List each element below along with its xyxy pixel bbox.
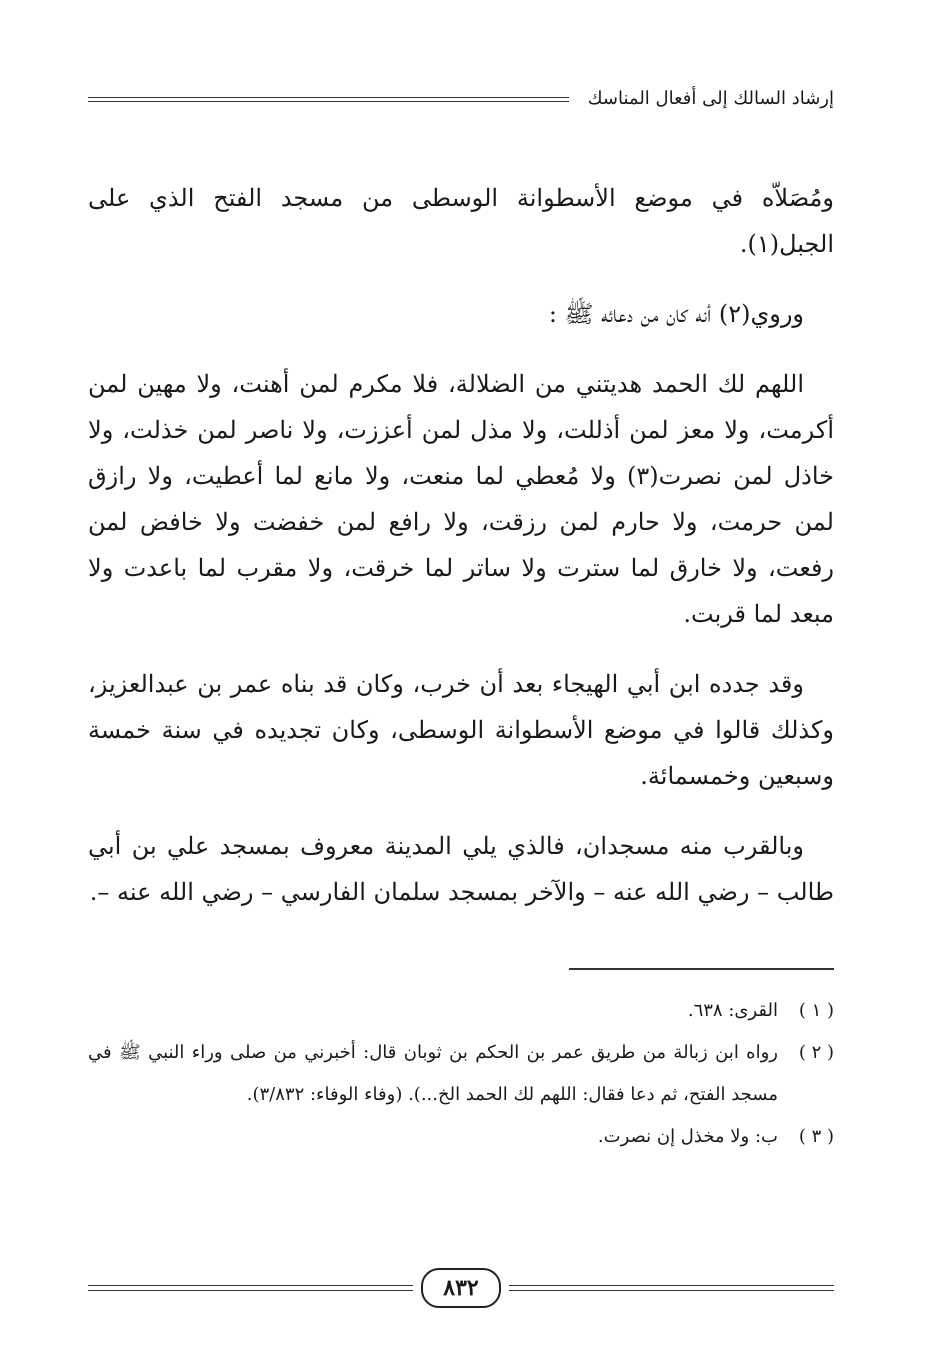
footnote-text: رواه ابن زبالة من طريق عمر بن الحكم بن ثوبان قال: أخبرني من صلى وراء النبي ﷺ في مسجد الفتح، ثم دعا فقال: اللهم لك الحمد الخ...). (وفاء الوفاء: ٣/٨٣٢). (88, 1042, 778, 1105)
footnote (88, 990, 834, 1032)
paragraph: وروي(٢) أنه كان من دعائه ﷺ : (548, 300, 804, 328)
footnote-separator (569, 968, 834, 970)
paragraph: اللهم لك الحمد هديتني من الضلالة، فلا مكرم لمن أهنت، ولا مهين لمن أكرمت، ولا معز لمن أذللت، ولا مذل لمن أعززت، ولا ناصر لمن خذلت، ولا خاذل لمن نصرت(٣) ولا مُعطي لما منعت، ولا مانع لما أعطيت، ولا رازق لمن حرمت، ولا حارم لمن رزقت، ولا رافع لمن خفضت ولا خافض لمن رفعت، ولا خارق لما سترت ولا ساتر لما خرقت، ولا مقرب لما باعدت ولا مبعد لما قربت. (88, 370, 835, 628)
running-header (88, 84, 834, 114)
footer-rule-left (88, 1285, 413, 1286)
footnote-number: ( ١ ) (798, 1000, 834, 1021)
paragraph: وقد جدده ابن أبي الهيجاء بعد أن خرب، وكان قد بناه عمر بن عبدالعزيز، وكذلك قالوا في موضع الأسطوانة الوسطى، وكان تجديده في سنة خمسة وسبعين وخمسمائة. (88, 670, 834, 790)
footnotes (88, 990, 834, 1158)
footnote (88, 1116, 834, 1158)
page-number: ٨٣٢ (421, 1268, 501, 1308)
page-footer (88, 1265, 834, 1315)
footnote-number: ( ٢ ) (798, 1042, 834, 1063)
paragraph: وبالقرب منه مسجدان، فالذي يلي المدينة معروف بمسجد علي بن أبي طالب – رضي الله عنه – والآخر بمسجد سلمان الفارسي – رضي الله عنه –. (88, 832, 834, 906)
book-title: إرشاد السالك إلى أفعال المناسك (587, 88, 834, 109)
footer-rule-right (509, 1285, 834, 1286)
header-double-rule (88, 97, 569, 98)
main-text (88, 175, 834, 939)
footnote (88, 1032, 834, 1116)
footnote-text: القرى: ٦٣٨. (687, 1000, 778, 1021)
paragraph: ومُصَلاّه في موضع الأسطوانة الوسطى من مسجد الفتح الذي على الجبل(١). (88, 184, 834, 258)
footnote-text: ب: ولا مخذل إن نصرت. (597, 1126, 778, 1147)
footnote-number: ( ٣ ) (798, 1126, 834, 1147)
